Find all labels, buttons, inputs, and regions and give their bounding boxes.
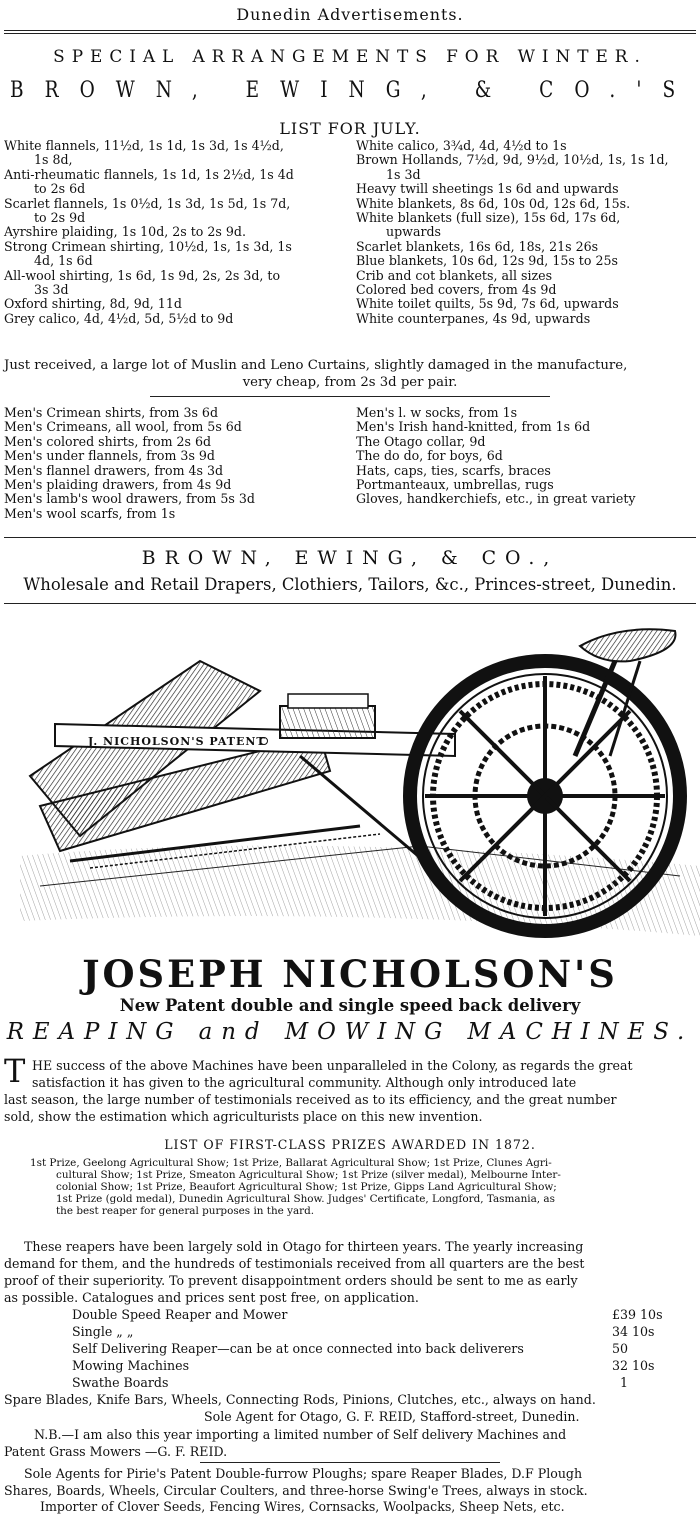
price-value-3: 50: [612, 1341, 629, 1356]
price-value-4: 32 10s: [612, 1358, 655, 1373]
closing-divider: [200, 1462, 500, 1463]
winter-headline: SPECIAL ARRANGEMENTS FOR WINTER.: [53, 47, 647, 67]
fabric-item: to 2s 9d: [34, 210, 86, 226]
fabric-item: Grey calico, 4d, 4½d, 5d, 5½d to 9d: [4, 310, 234, 326]
fabric-item: Scarlet blankets, 16s 6d, 18s, 21s 26s: [356, 238, 599, 254]
mens-item: Men's Crimean shirts, from 3s 6d: [4, 405, 219, 420]
price-value-5: 1: [620, 1375, 629, 1390]
fabric-item: Ayrshire plaiding, 1s 10d, 2s to 2s 9d.: [4, 224, 246, 240]
fabric-item: 1s 8d,: [34, 152, 73, 168]
reel-and-platform: [30, 661, 380, 868]
price-value-1: £39 10s: [612, 1307, 663, 1322]
fabric-item: All-wool shirting, 1s 6d, 1s 9d, 2s, 2s 3d, to: [4, 267, 281, 283]
prizes-title: LIST OF FIRST-CLASS PRIZES AWARDED IN 1872.: [164, 1137, 536, 1152]
mens-item: Men's colored shirts, from 2s 6d: [4, 433, 212, 449]
fabric-item: to 2s 6d: [34, 181, 86, 197]
price-value-2: 34 10s: [612, 1324, 655, 1339]
mens-item: Hats, caps, ties, scarfs, braces: [356, 462, 551, 478]
fabric-item: Colored bed covers, from 4s 9d: [356, 282, 557, 298]
mens-item: Men's lamb's wool drawers, from 5s 3d: [4, 491, 255, 507]
list-title: LIST FOR JULY.: [279, 119, 421, 138]
intro-line-3: last season, the large number of testimonials received as to its efficiency, and the great number: [4, 1092, 617, 1107]
mens-item: Men's wool scarfs, from 1s: [4, 505, 176, 521]
fabric-item: White flannels, 11½d, 1s 1d, 1s 3d, 1s 4½d,: [4, 138, 284, 153]
price-item-2: Single „ „: [72, 1324, 134, 1339]
header-rule-bottom: [4, 33, 696, 34]
drive-wheel: [410, 661, 680, 931]
closing-line-2: Shares, Boards, Wheels, Circular Coulters, and three-horse Swing'e Trees, always in stock.: [4, 1483, 588, 1498]
fabric-item: Strong Crimean shirting, 10½d, 1s, 1s 3d, 1s: [4, 238, 292, 254]
intro-line-4: sold, show the estimation which agriculturists place on this new invention.: [4, 1109, 483, 1124]
footer-company-name: BROWN, EWING, & CO.,: [141, 547, 559, 569]
price-item-4: Mowing Machines: [72, 1358, 190, 1373]
reaping-machine-illustration: [0, 606, 700, 950]
nb-line-2: Patent Grass Mowers —G. F. REID.: [4, 1444, 228, 1459]
nicholson-title: JOSEPH NICHOLSON'S: [82, 952, 618, 996]
closing-line-1: Sole Agents for Pirie's Patent Double-furrow Ploughs; spare Reaper Blades, D.F Plough: [24, 1466, 583, 1481]
fabric-item: upwards: [386, 224, 442, 240]
fabric-item: Anti-rheumatic flannels, 1s 1d, 1s 2½d, 1s 4d: [4, 166, 294, 182]
product-title: REAPING and MOWING MACHINES.: [6, 1019, 694, 1045]
mens-item: Men's Irish hand-knitted, from 1s 6d: [356, 419, 591, 435]
footer-rule-bottom: [4, 603, 696, 604]
nb-line-1: N.B.—I am also this year importing a limited number of Self delivery Machines and: [34, 1427, 567, 1442]
fabric-item: White counterpanes, 4s 9d, upwards: [356, 310, 591, 326]
body-line-3: proof of their superiority. To prevent disappointment orders should be sent to me as early: [4, 1273, 578, 1288]
mens-item: Men's under flannels, from 3s 9d: [4, 448, 215, 464]
mens-item: Men's flannel drawers, from 4s 3d: [4, 462, 224, 478]
fabric-item: White blankets (full size), 15s 6d, 17s 6d,: [356, 210, 621, 226]
fabric-item: 1s 3d: [386, 166, 421, 182]
fabric-item: Oxford shirting, 8d, 9d, 11d: [4, 296, 182, 312]
footer-rule-top: [4, 537, 696, 538]
agent-line: Sole Agent for Otago, G. F. REID, Stafford-street, Dunedin.: [204, 1409, 580, 1424]
mens-item: Portmanteaux, umbrellas, rugs: [356, 477, 554, 493]
fabric-item: Brown Hollands, 7½d, 9d, 9½d, 10½d, 1s, 1s 1d,: [356, 152, 669, 168]
page-header: Dunedin Advertisements.: [236, 5, 464, 24]
fabric-list-right: [356, 139, 696, 326]
prizes-line-2: cultural Show; 1st Prize, Smeaton Agricultural Show; 1st Prize (silver medal), Melbourne Inter-: [56, 1169, 561, 1181]
patent-label: J. NICHOLSON'S PATENT: [88, 735, 266, 748]
fabric-item: 3s 3d: [34, 282, 69, 298]
price-item-3: Self Delivering Reaper—can be at once connected into back deliverers: [72, 1341, 524, 1356]
prizes-line-1: 1st Prize, Geelong Agricultural Show; 1st Prize, Ballarat Agricultural Show; 1st Prize, Clunes Agri-: [30, 1157, 552, 1169]
fabric-item: Scarlet flannels, 1s 0½d, 1s 3d, 1s 5d, 1s 7d,: [4, 195, 291, 211]
closing-line-3: Importer of Clover Seeds, Fencing Wires, Cornsacks, Woolpacks, Sheep Nets, etc.: [40, 1499, 565, 1514]
fabric-item: White calico, 3¾d, 4d, 4½d to 1s: [356, 138, 567, 153]
body-line-4: as possible. Catalogues and prices sent post free, on application.: [4, 1290, 419, 1305]
body-line-2: demand for them, and the hundreds of testimonials received from all quarters are the best: [4, 1256, 585, 1271]
footer-address-line: Wholesale and Retail Drapers, Clothiers, Tailors, &c., Princes-street, Dunedin.: [23, 575, 677, 594]
mens-item: The Otago collar, 9d: [356, 433, 486, 449]
body-line-1: These reapers have been largely sold in Otago for thirteen years. The yearly increasing: [24, 1239, 584, 1254]
section-divider: [150, 396, 550, 397]
prizes-line-5: the best reaper for general purposes in the yard.: [56, 1205, 315, 1217]
intro-line-2: satisfaction it has given to the agricultural community. Although only introduced late: [32, 1075, 577, 1090]
fabric-item: Crib and cot blankets, all sizes: [356, 267, 553, 283]
mens-list-left: [4, 406, 348, 521]
fabric-item: White toilet quilts, 5s 9d, 7s 6d, upwards: [356, 296, 619, 312]
company-name: BROWN, EWING, & CO.'S: [10, 78, 697, 103]
spare-parts-line: Spare Blades, Knife Bars, Wheels, Connecting Rods, Pinions, Clutches, etc., always on hand.: [4, 1392, 596, 1407]
price-item-5: Swathe Boards: [72, 1375, 169, 1390]
mens-item: Men's Crimeans, all wool, from 5s 6d: [4, 419, 242, 435]
nicholson-subtitle: New Patent double and single speed back delivery: [119, 996, 581, 1015]
mens-item: Men's plaiding drawers, from 4s 9d: [4, 477, 232, 493]
fabric-list-left: [4, 139, 348, 326]
fabric-item: White blankets, 8s 6d, 10s 0d, 12s 6d, 15s.: [356, 195, 631, 211]
fabric-item: Blue blankets, 10s 6d, 12s 9d, 15s to 25s: [356, 253, 618, 269]
mens-list-right: [356, 406, 696, 507]
fabric-item: 4d, 1s 6d: [34, 253, 93, 269]
prizes-line-4: 1st Prize (gold medal), Dunedin Agricultural Show. Judges' Certificate, Longford, Tasmania, as: [56, 1193, 555, 1205]
muslin-notice-line2: very cheap, from 2s 3d per pair.: [242, 375, 458, 390]
intro-line-1: HE success of the above Machines have been unparalleled in the Colony, as regards the great: [32, 1058, 633, 1073]
fabric-item: Heavy twill sheetings 1s 6d and upwards: [356, 181, 619, 197]
mens-item: The do do, for boys, 6d: [356, 448, 503, 464]
muslin-notice-line1: Just received, a large lot of Muslin and Leno Curtains, slightly damaged in the manufacture,: [4, 358, 628, 373]
drop-cap: T: [4, 1052, 26, 1090]
price-item-1: Double Speed Reaper and Mower: [72, 1307, 288, 1322]
mens-item: Gloves, handkerchiefs, etc., in great variety: [356, 491, 636, 507]
header-rule-top: [4, 30, 696, 31]
mens-item: Men's l. w socks, from 1s: [356, 405, 518, 420]
prizes-line-3: colonial Show; 1st Prize, Beaufort Agricultural Show; 1st Prize, Gipps Land Agricultural Show;: [56, 1181, 557, 1193]
